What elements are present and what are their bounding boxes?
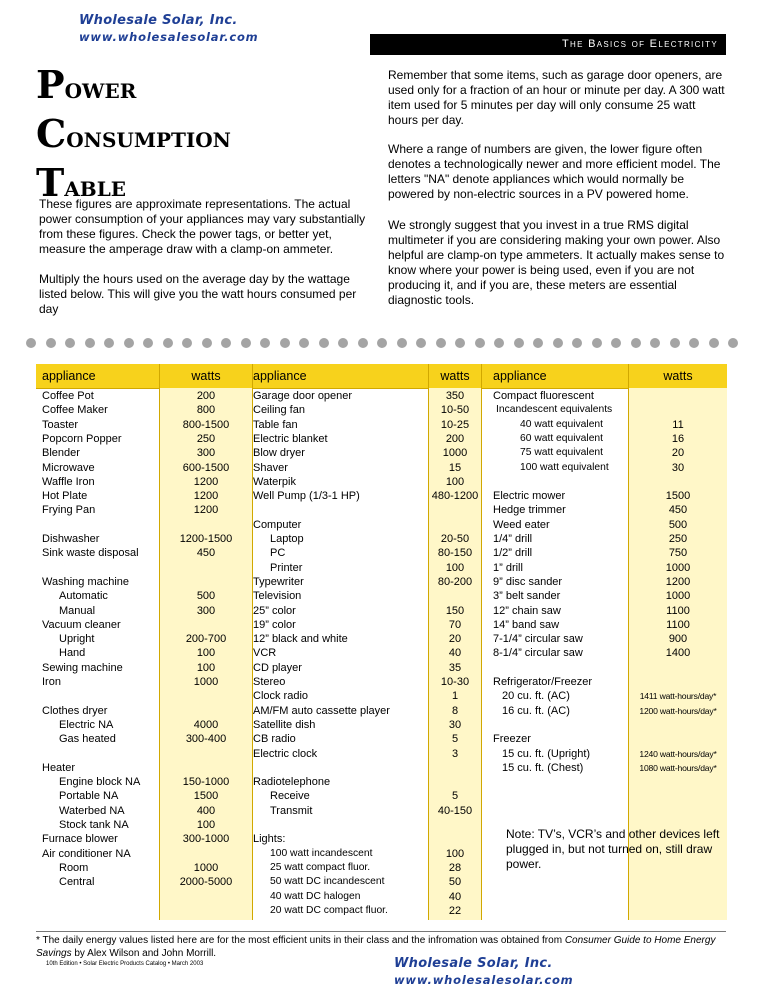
watts-cell: 1400 [665,647,691,660]
table-note: Note: TV’s, VCR’s and other devices left plugged in, but not turned on, still draw power. [506,827,720,871]
watts-cell: 350 [445,390,465,402]
appliance-cell: Hot Plate [42,490,88,503]
section-bar: The Basics of Electricity [370,34,726,55]
header-rule [481,364,482,920]
watts-cell: 5 [451,733,459,746]
appliance-cell: Television [253,590,302,603]
appliance-cell: 25” color [253,604,296,617]
appliance-cell: Blender [42,447,80,460]
watts-cell: 250 [668,533,688,545]
appliance-cell: Engine block NA [59,776,141,789]
appliance-cell: 15 cu. ft. (Chest) [502,761,584,774]
appliance-cell: Sewing machine [42,661,123,674]
intro-paragraph: These figures are approximate representations. The actual power consumption of your appliances may vary substantially from these figures. Check the power tags, or better yet, measure the amperage draw with a clamp-on ammeter. [39,197,366,256]
watts-cell: 10-30 [440,676,470,688]
divider-dot [104,338,114,348]
watts-cell: 100 [445,847,465,860]
footnote-text: by Alex Wilson and John Morrill. [71,948,217,959]
divider-dot [611,338,621,348]
divider-dot [260,338,270,348]
header-appliance: appliance [493,369,547,383]
watts-cell: 450 [668,504,688,517]
appliance-cell: 60 watt equivalent [520,432,604,444]
appliance-cell: 12” black and white [253,633,348,646]
watts-cell: 100 [196,661,216,674]
brand-header [79,13,258,45]
watts-cell: 500 [668,518,688,531]
appliance-cell: Hedge trimmer [493,504,566,517]
watts-cell: 1080 watt-hours/day* [639,762,717,773]
appliance-cell: Automatic [59,590,108,603]
watts-cell: 1100 [666,618,690,631]
watts-cell: 1 [451,690,459,703]
appliance-cell: Electric blanket [253,432,328,445]
appliance-cell: 20 watt DC compact fluor. [270,904,388,916]
appliance-cell: Manual [59,604,96,617]
appliance-cell: Sink waste disposal [42,547,139,560]
header-watts: watts [663,369,693,383]
appliance-cell: Toaster [42,418,79,431]
appliance-cell: 25 watt compact fluor. [270,861,371,873]
watts-cell: 300 [196,447,216,460]
watts-cell: 1240 watt-hours/day* [639,748,717,759]
watts-cell: 1000 [193,861,219,874]
appliance-cell: 1/4” drill [493,533,533,545]
divider-dot [221,338,231,348]
title-line: Table [36,160,127,205]
appliance-cell: Computer [253,518,302,531]
intro-paragraph: Multiply the hours used on the average day by the wattage listed below. This will give you the watt hours consumed per day [39,272,357,316]
divider-dot [728,338,738,348]
divider-dot [533,338,543,348]
divider-dot [202,338,212,348]
divider-dot [280,338,290,348]
appliance-cell: Transmit [270,804,313,817]
watts-cell: 30 [448,718,462,731]
watts-cell: 200 [445,432,465,445]
header-appliance: appliance [42,369,96,383]
divider-dot [689,338,699,348]
watts-cell: 10-50 [440,404,470,417]
divider-dot [46,338,56,348]
appliance-cell: 3” belt sander [493,590,561,603]
header-watts: watts [440,369,470,383]
divider-dot [553,338,563,348]
watts-cell: 300-400 [185,733,227,746]
appliance-cell: Dishwasher [42,533,100,545]
divider-dot [143,338,153,348]
watts-cell: 150 [445,604,465,617]
appliance-cell: 100 watt incandescent [270,847,373,859]
page-title [36,62,231,209]
table-header [36,364,727,389]
watts-cell: 300 [196,604,216,617]
appliance-cell: Upright [59,633,95,646]
watts-cell: 4000 [193,718,219,731]
watts-cell: 40 [448,647,462,660]
appliance-cell: 15 cu. ft. (Upright) [502,747,591,760]
appliance-cell: Electric mower [493,490,566,503]
appliance-cell: Waterpik [253,475,296,488]
watts-cell: 8 [451,704,459,717]
divider-dot [241,338,251,348]
watts-cell: 900 [668,633,688,646]
appliance-cell: 14” band saw [493,618,560,631]
watts-cell: 22 [448,904,462,917]
watts-cell: 100 [196,819,216,831]
watts-cell: 16 [671,432,685,445]
appliance-cell: Clock radio [253,690,309,703]
appliance-cell: 9” disc sander [493,575,563,588]
appliance-cell: Shaver [253,461,288,474]
watts-cell: 250 [196,432,216,445]
appliance-cell: Coffee Pot [42,390,94,402]
appliance-cell: Garage door opener [253,390,353,402]
divider-dot [455,338,465,348]
watts-cell: 480-1200 [431,490,479,503]
appliance-cell: 8-1/4” circular saw [493,647,583,660]
appliance-cell: 7-1/4” circular saw [493,633,583,646]
watts-cell: 35 [448,661,462,674]
watts-cell: 30 [671,461,685,474]
appliance-cell: 1” drill [493,561,523,574]
watts-cell: 1100 [666,604,690,617]
divider-dot [85,338,95,348]
watts-cell: 1200 [665,575,691,588]
appliance-cell: Clothes dryer [42,704,108,717]
appliance-cell: Satellite dish [253,718,316,731]
appliance-cell: Printer [270,561,303,574]
watts-cell: 40 [448,890,462,903]
watts-cell: 20-50 [440,533,470,545]
appliance-cell: 50 watt DC incandescent [270,876,385,888]
appliance-cell: Laptop [270,533,304,545]
watts-cell: 40-150 [437,804,473,817]
divider-dot [358,338,368,348]
watts-cell: 300-1000 [182,833,230,846]
appliance-cell: Central [59,876,95,889]
watts-cell: 1000 [193,676,219,688]
appliance-cell: 19” color [253,618,296,631]
appliance-cell: Microwave [42,461,95,474]
divider-dot [709,338,719,348]
appliance-cell: Popcorn Popper [42,432,122,445]
divider-dot [592,338,602,348]
footnote-book-title: Consumer Guide to Home Energy Savings [36,935,716,959]
divider-dot [65,338,75,348]
watts-cell: 1000 [442,447,468,460]
appliance-cell: Heater [42,761,76,774]
footnote [36,931,726,960]
watts-cell: 10-25 [440,418,470,431]
appliance-cell: Portable NA [59,790,119,803]
watts-cell: 1200 [193,490,219,503]
appliance-cell: Electric NA [59,718,114,731]
watts-cell: 1000 [665,561,691,574]
appliance-cell: 75 watt equivalent [520,447,604,459]
watts-cell: 400 [196,804,216,817]
watts-cell: 800-1500 [182,418,230,431]
divider-dot [377,338,387,348]
watts-cell: 1200-1500 [179,533,233,545]
watts-cell: 1200 [193,504,219,517]
divider-dot [670,338,680,348]
appliance-cell: Refrigerator/Freezer [493,676,593,688]
appliance-cell: VCR [253,647,277,660]
appliance-cell: Receive [270,790,310,803]
appliance-cell: Freezer [493,733,531,746]
appliance-cell: Compact fluorescent [493,390,594,402]
title-line: Consumption [36,111,231,156]
intro-paragraph: We strongly suggest that you invest in a true RMS digital multimeter if you are considering making your own power. Also helpful are clamp-on type ammeters. It actually makes sense to know where your power is being used, even if you are not producing it, and if you are, these meters are essential diagnostic tools. [388,218,725,307]
watts-cell: 750 [668,547,688,560]
appliance-cell: Gas heated [59,733,116,746]
title-line: Power [36,62,137,107]
watts-cell: 1500 [665,490,691,503]
appliance-cell: Ceiling fan [253,404,305,417]
header-watts: watts [191,369,221,383]
watts-cell: 20 [671,447,685,460]
appliance-cell: Table fan [253,418,298,431]
appliance-cell: 20 cu. ft. (AC) [502,690,570,703]
appliance-cell: 40 watt equivalent [520,418,604,430]
watts-cell: 1200 [193,475,219,488]
appliance-cell: Room [59,861,89,874]
watts-cell: 600-1500 [182,461,230,474]
divider-dot [416,338,426,348]
intro-paragraph: Where a range of numbers are given, the lower figure often denotes a technologically newer and more efficient model. The letters "NA" denote appliances which would normally be powered by non-electric sources in a PV powered home. [388,142,721,201]
appliance-cell: Iron [42,676,61,688]
watts-cell: 100 [445,561,465,574]
header-appliance: appliance [253,369,307,383]
appliance-cell: 100 watt equivalent [520,461,609,473]
divider-dot [475,338,485,348]
watts-cell: 450 [196,547,216,560]
watts-cell: 15 [448,461,462,474]
watts-cell: 1000 [665,590,691,603]
watts-cell: 5 [451,790,459,803]
divider-dot [494,338,504,348]
watts-cell: 1200 watt-hours/day* [639,705,717,716]
appliance-cell: AM/FM auto cassette player [253,704,390,717]
appliance-cell: Weed eater [493,518,550,531]
divider-dot [397,338,407,348]
watts-cell: 2000-5000 [179,876,233,889]
appliance-cell: CD player [253,661,302,674]
appliance-cell: Washing machine [42,575,130,588]
watts-cell: 100 [445,475,465,488]
appliance-cell: Waterbed NA [59,804,125,817]
company-url[interactable]: www.wholesalesolar.com [79,30,259,44]
watts-cell: 11 [672,418,684,431]
appliance-cell: Radiotelephone [253,776,331,789]
watts-cell: 800 [196,404,216,417]
appliance-cell: CB radio [253,733,296,746]
divider-dot [572,338,582,348]
appliance-cell: 40 watt DC halogen [270,890,361,902]
dotted-divider [26,336,738,350]
divider-dot [163,338,173,348]
appliance-cell: Typewriter [253,575,304,588]
appliance-cell: PC [270,547,286,560]
appliance-cell: 12” chain saw [493,604,561,617]
watts-cell: 500 [196,590,216,603]
appliance-cell: Waffle Iron [42,475,95,488]
divider-dot [124,338,134,348]
appliance-cell: Well Pump (1/3-1 HP) [253,490,360,503]
edition-line: 10th Edition • Solar Electric Products Catalog • March 2003 [46,961,204,967]
appliance-cell: Air conditioner NA [42,847,131,860]
divider-dot [650,338,660,348]
appliance-cell: Stock tank NA [59,819,129,831]
divider-dot [319,338,329,348]
appliance-cell: Incandescent equivalents [496,404,613,416]
brand-footer [394,956,573,988]
appliance-cell: 16 cu. ft. (AC) [502,704,570,717]
appliance-cell: Blow dryer [253,447,305,460]
watts-cell: 100 [196,647,216,660]
footnote-text: * The daily energy values listed here are for the most efficient units in their class and the infromation was obtained from [36,935,565,946]
divider-dot [26,338,36,348]
divider-dot [631,338,641,348]
divider-dot [299,338,309,348]
watts-cell: 80-200 [437,575,473,588]
appliance-cell: Stereo [253,676,286,688]
watts-cell: 28 [448,861,462,874]
appliance-cell: 1/2” drill [493,547,533,560]
company-name: Wholesale Solar, Inc. [394,956,553,971]
watts-cell: 3 [451,747,459,760]
appliance-cell: Coffee Maker [42,404,108,417]
appliance-cell: Lights: [253,833,286,846]
appliance-cell: Frying Pan [42,504,96,517]
divider-dot [338,338,348,348]
divider-dot [436,338,446,348]
watts-cell: 70 [448,618,462,631]
watts-cell: 50 [448,876,462,889]
company-url[interactable]: www.wholesalesolar.com [394,973,574,987]
watts-cell: 200-700 [185,633,227,646]
watts-cell: 1500 [193,790,219,803]
watts-cell: 80-150 [437,547,473,560]
watts-cell: 1411 watt-hours/day* [639,691,717,702]
company-name: Wholesale Solar, Inc. [79,13,238,28]
intro-paragraph: Remember that some items, such as garage door openers, are used only for a fraction of an hour or minute per day. A 300 watt item used for 5 minutes per day will only consume 25 watt hours per day. [388,68,725,127]
appliance-cell: Furnace blower [42,833,118,846]
appliance-cell: Hand [59,647,86,660]
divider-dot [514,338,524,348]
appliance-cell: Vacuum cleaner [42,618,121,631]
watts-cell: 200 [196,390,216,402]
divider-dot [182,338,192,348]
watts-cell: 20 [448,633,462,646]
watts-cell: 150-1000 [182,776,230,789]
appliance-cell: Electric clock [253,747,318,760]
